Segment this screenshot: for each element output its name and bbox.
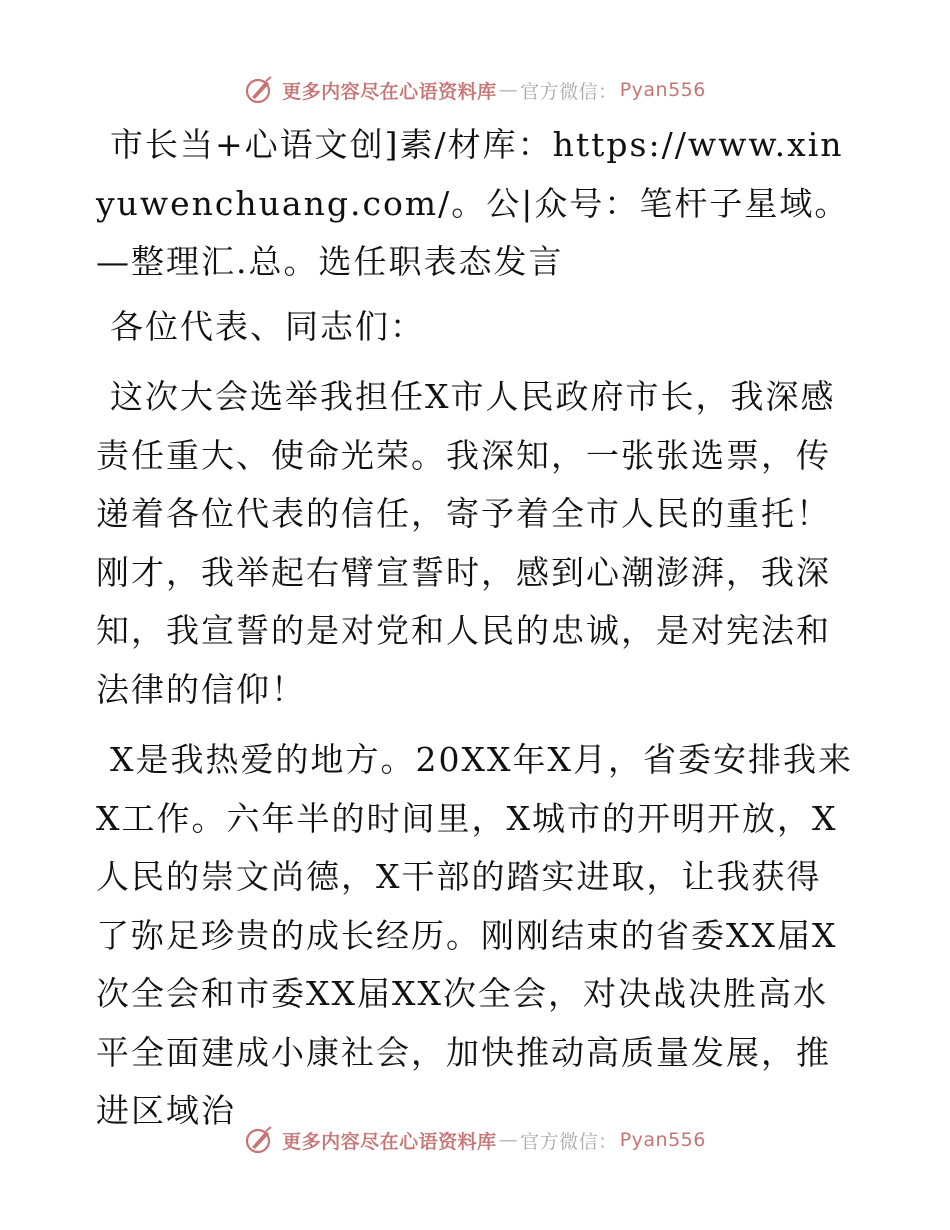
footer-wechat-id: Pyan556 xyxy=(619,1129,706,1151)
paragraph-election: 这次大会选举我担任X市人民政府市长，我深感责任重大、使命光荣。我深知，一张张选票，传递着各位代表的信任，寄予着全市人民的重托！刚才，我举起右臂宣誓时，感到心潮澎湃，我深知，我宣誓的是对党和人民的忠诚，是对宪法和法律的信仰！ xyxy=(96,377,836,709)
paragraph-x-city: X是我热爱的地方。20XX年X月，省委安排我来X工作。六年半的时间里，X城市的开明开放，X人民的崇文尚德，X干部的踏实进取，让我获得了弥足珍贵的成长经历。刚刚结束的省委XX届X次全会和市委XX届XX次全会，对决战决胜高水平全面建成小康社会，加快推动高质量发展，推进区域治 xyxy=(96,740,853,1130)
salutation: 各位代表、同志们： xyxy=(110,306,425,346)
quill-pen-logo-icon xyxy=(244,1125,274,1155)
footer-banner xyxy=(0,1118,950,1162)
banner-brand-text: 更多内容尽在心语资料库 xyxy=(282,80,497,103)
footer-official-label: 官方微信： xyxy=(520,1130,618,1153)
footer-brand-text: 更多内容尽在心语资料库 xyxy=(282,1130,497,1153)
banner-separator: — xyxy=(498,79,519,101)
header-banner xyxy=(0,68,950,112)
quill-pen-logo-icon xyxy=(244,75,274,105)
footer-separator: — xyxy=(498,1129,519,1151)
banner-official-label: 官方微信： xyxy=(520,80,618,103)
banner-wechat-id: Pyan556 xyxy=(619,79,706,101)
document-header-line: 市长当+心语文创]素/材库：https://www.xinyuwenchuang.com/。公|众号：笔杆子星域。—整理汇.总。选任职表态发言 xyxy=(96,125,850,281)
document-body xyxy=(96,116,856,1153)
